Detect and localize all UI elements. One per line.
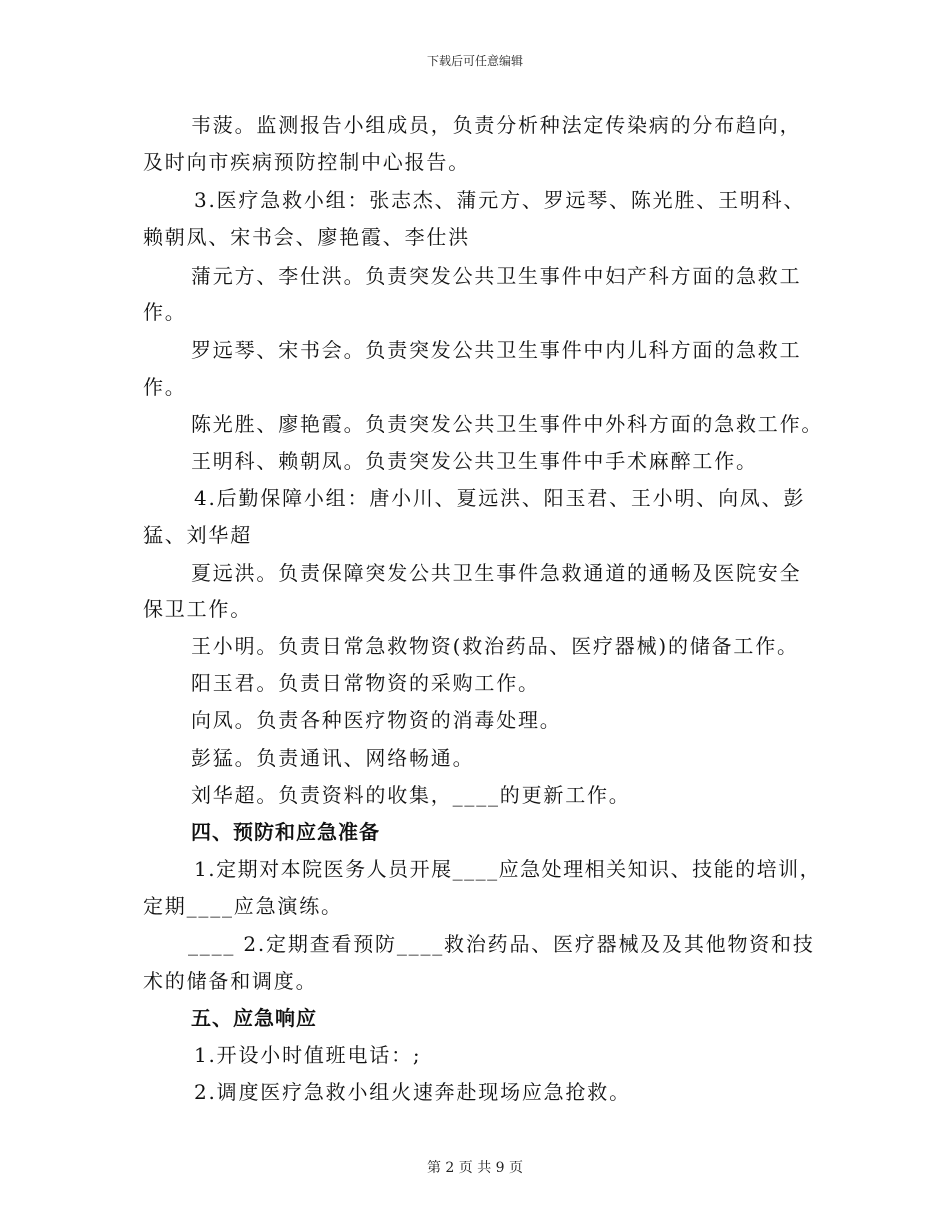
section-heading: 五、应急响应 — [191, 1006, 317, 1030]
body-line: 作。 — [143, 300, 187, 324]
body-line: 陈光胜、廖艳霞。负责突发公共卫生事件中外科方面的急救工作。 — [191, 412, 824, 436]
body-line: 赖朝凤、宋书会、廖艳霞、李仕洪 — [143, 225, 470, 249]
body-line: 阳玉君。负责日常物资的采购工作。 — [191, 671, 540, 695]
body-line: 蒲元方、李仕洪。负责突发公共卫生事件中妇产科方面的急救工 — [191, 264, 802, 288]
body-line: 王明科、赖朝凤。负责突发公共卫生事件中手术麻醉工作。 — [191, 449, 758, 473]
body-line: 术的储备和调度。 — [143, 969, 318, 993]
body-line: 保卫工作。 — [143, 597, 252, 621]
list-item: 3.医疗急救小组：张志杰、蒲元方、罗远琴、陈光胜、王明科、 — [194, 188, 806, 212]
section-heading: 四、预防和应急准备 — [191, 820, 380, 844]
body-line: 刘华超。负责资料的收集，____的更新工作。 — [191, 783, 631, 807]
list-item: 4.后勤保障小组：唐小川、夏远洪、阳玉君、王小明、向凤、彭 — [194, 486, 806, 510]
body-line: 向凤。负责各种医疗物资的消毒处理。 — [191, 708, 562, 732]
page-footer: 第 2 页 共 9 页 — [426, 1160, 524, 1176]
list-item: 1.开设小时值班电话：; — [194, 1043, 422, 1067]
body-line: 猛、刘华超 — [143, 523, 252, 547]
body-line: 定期____应急演练。 — [143, 894, 343, 918]
body-line: 作。 — [143, 375, 187, 399]
page-header: 下载后可任意编辑 — [426, 54, 523, 68]
list-item: 2.调度医疗急救小组火速奔赴现场应急抢救。 — [194, 1080, 631, 1104]
body-line: 彭猛。负责通讯、网络畅通。 — [191, 746, 475, 770]
body-line: 韦菠。监测报告小组成员，负责分析种法定传染病的分布趋向， — [191, 113, 802, 137]
list-item: ____ 2.定期查看预防____救治药品、医疗器械及及其他物资和技 — [188, 932, 815, 956]
body-line: 王小明。负责日常急救物资(救治药品、医疗器械)的储备工作。 — [191, 634, 799, 658]
body-line: 夏远洪。负责保障突发公共卫生事件急救通道的通畅及医院安全 — [191, 561, 802, 585]
body-line: 罗远琴、宋书会。负责突发公共卫生事件中内儿科方面的急救工 — [191, 338, 802, 362]
list-item: 1.定期对本院医务人员开展____应急处理相关知识、技能的培训， — [194, 857, 822, 881]
body-line: 及时向市疾病预防控制中心报告。 — [143, 150, 470, 174]
